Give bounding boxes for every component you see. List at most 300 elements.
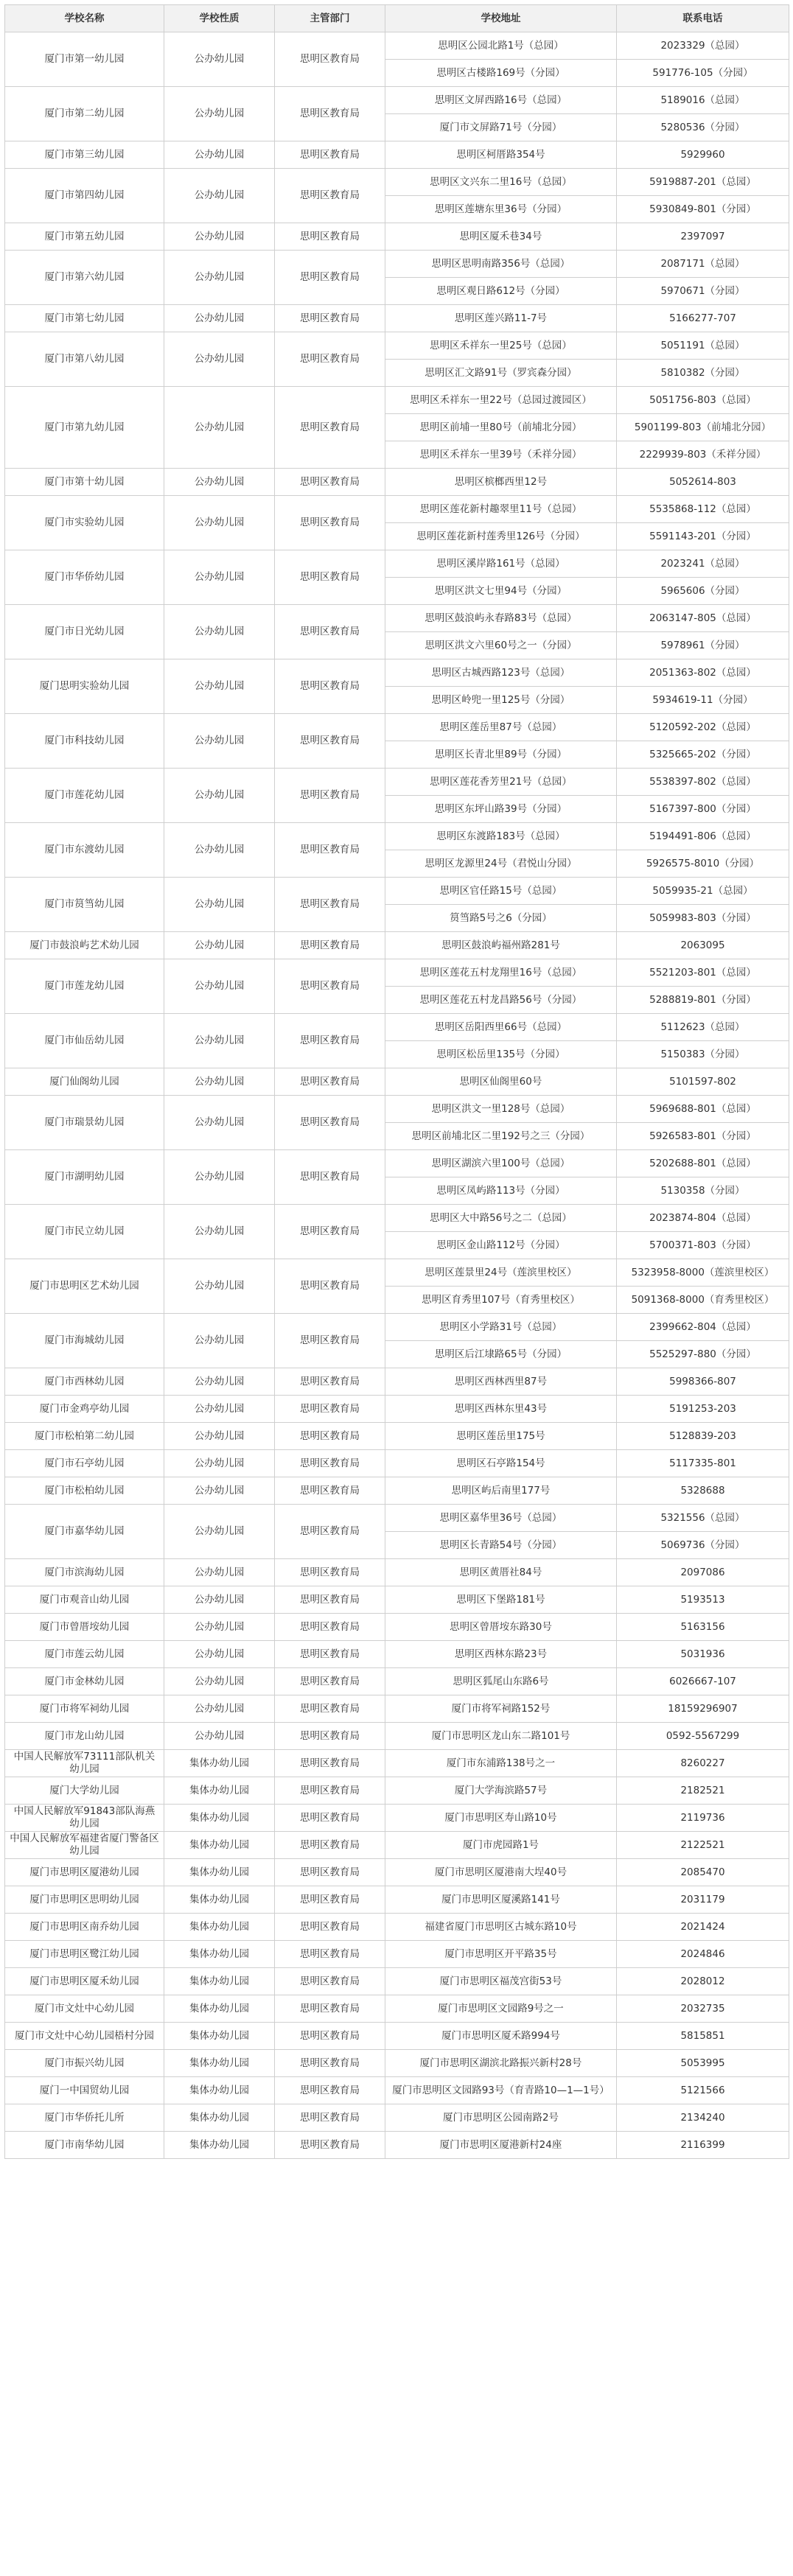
school-type-cell: 公办幼儿园	[164, 251, 275, 305]
phone-cell: 2028012	[617, 1968, 789, 1995]
school-name-cell: 厦门市松柏第二幼儿园	[5, 1423, 164, 1450]
school-name-cell: 中国人民解放军91843部队海燕幼儿园	[5, 1805, 164, 1832]
address-cell: 厦门市虎园路1号	[385, 1832, 617, 1859]
address-cell: 思明区古城西路123号（总园）	[385, 659, 617, 687]
phone-cell: 5901199-803（前埔北分园）	[617, 414, 789, 441]
phone-cell: 5189016（总园）	[617, 87, 789, 114]
school-name-cell: 厦门市日光幼儿园	[5, 605, 164, 659]
table-row	[5, 959, 789, 987]
address-cell: 思明区莲花五村龙昌路56号（分园）	[385, 987, 617, 1014]
address-cell: 思明区龙源里24号（君悦山分园）	[385, 850, 617, 878]
school-name-cell: 厦门市思明区南乔幼儿园	[5, 1914, 164, 1941]
school-type-cell: 公办幼儿园	[164, 1695, 275, 1723]
phone-cell: 5166277-707	[617, 305, 789, 332]
phone-cell: 5194491-806（总园）	[617, 823, 789, 850]
address-cell: 思明区溪岸路161号（总园）	[385, 550, 617, 578]
address-cell: 思明区湖滨六里100号（总园）	[385, 1150, 617, 1177]
address-cell: 厦门市思明区福茂宫街53号	[385, 1968, 617, 1995]
school-name-cell: 厦门市莲花幼儿园	[5, 769, 164, 823]
address-cell: 思明区大中路56号之二（总园）	[385, 1205, 617, 1232]
school-type-cell: 公办幼儿园	[164, 1096, 275, 1150]
school-type-cell: 公办幼儿园	[164, 932, 275, 959]
department-cell: 思明区教育局	[275, 1750, 385, 1777]
address-cell: 思明区仙阁里60号	[385, 1068, 617, 1096]
department-cell: 思明区教育局	[275, 1941, 385, 1968]
table-row	[5, 1396, 789, 1423]
phone-cell: 5810382（分园）	[617, 360, 789, 387]
table-row	[5, 2104, 789, 2132]
department-cell: 思明区教育局	[275, 823, 385, 878]
address-cell: 思明区松岳里135号（分园）	[385, 1041, 617, 1068]
department-cell: 思明区教育局	[275, 550, 385, 605]
address-cell: 思明区金山路112号（分园）	[385, 1232, 617, 1259]
table-row	[5, 251, 789, 278]
department-cell: 思明区教育局	[275, 714, 385, 769]
phone-cell: 5591143-201（分园）	[617, 523, 789, 550]
phone-cell: 5101597-802	[617, 1068, 789, 1096]
address-cell: 思明区禾祥东一里25号（总园）	[385, 332, 617, 360]
table-row	[5, 878, 789, 905]
school-name-cell: 厦门市滨海幼儿园	[5, 1559, 164, 1586]
phone-cell: 5978961（分园）	[617, 632, 789, 659]
table-row	[5, 305, 789, 332]
department-cell: 思明区教育局	[275, 2050, 385, 2077]
table-row	[5, 1968, 789, 1995]
address-cell: 思明区岭兜一里125号（分园）	[385, 687, 617, 714]
school-name-cell: 厦门市石亭幼儿园	[5, 1450, 164, 1477]
department-cell: 思明区教育局	[275, 1586, 385, 1614]
address-cell: 思明区西林东路23号	[385, 1641, 617, 1668]
school-name-cell: 厦门市瑞景幼儿园	[5, 1096, 164, 1150]
school-type-cell: 公办幼儿园	[164, 1668, 275, 1695]
phone-cell: 8260227	[617, 1750, 789, 1777]
address-cell: 思明区嘉华里36号（总园）	[385, 1505, 617, 1532]
phone-cell: 5521203-801（总园）	[617, 959, 789, 987]
department-cell: 思明区教育局	[275, 32, 385, 87]
table-row	[5, 332, 789, 360]
school-table	[4, 4, 789, 2159]
table-row	[5, 223, 789, 251]
address-cell: 思明区屿后南里177号	[385, 1477, 617, 1505]
school-name-cell: 厦门市华侨幼儿园	[5, 550, 164, 605]
department-cell: 思明区教育局	[275, 469, 385, 496]
address-cell: 思明区公园北路1号（总园）	[385, 32, 617, 60]
phone-cell: 5051191（总园）	[617, 332, 789, 360]
school-type-cell: 公办幼儿园	[164, 1614, 275, 1641]
table-row	[5, 1859, 789, 1886]
address-cell: 厦门市文屏路71号（分园）	[385, 114, 617, 141]
address-cell: 思明区观日路612号（分园）	[385, 278, 617, 305]
phone-cell: 5926583-801（分园）	[617, 1123, 789, 1150]
department-cell: 思明区教育局	[275, 1914, 385, 1941]
phone-cell: 5280536（分园）	[617, 114, 789, 141]
table-row	[5, 1205, 789, 1232]
address-cell: 厦门市将军祠路152号	[385, 1695, 617, 1723]
department-cell: 思明区教育局	[275, 2132, 385, 2159]
address-cell: 思明区槟榔西里12号	[385, 469, 617, 496]
header-department: 主管部门	[275, 5, 385, 32]
school-name-cell: 厦门市文灶中心幼儿园梧村分园	[5, 2023, 164, 2050]
phone-cell: 5128839-203	[617, 1423, 789, 1450]
table-body	[5, 32, 789, 2159]
table-row	[5, 659, 789, 687]
phone-cell: 0592-5567299	[617, 1723, 789, 1750]
phone-cell: 2023329（总园）	[617, 32, 789, 60]
school-type-cell: 集体办幼儿园	[164, 1859, 275, 1886]
school-type-cell: 公办幼儿园	[164, 1559, 275, 1586]
phone-cell: 5091368-8000（育秀里校区）	[617, 1287, 789, 1314]
table-row	[5, 1450, 789, 1477]
school-type-cell: 公办幼儿园	[164, 1723, 275, 1750]
school-type-cell: 集体办幼儿园	[164, 1941, 275, 1968]
school-type-cell: 公办幼儿园	[164, 1423, 275, 1450]
school-name-cell: 厦门市第七幼儿园	[5, 305, 164, 332]
table-row	[5, 1886, 789, 1914]
table-row	[5, 1505, 789, 1532]
phone-cell: 5934619-11（分园）	[617, 687, 789, 714]
phone-cell: 2087171（总园）	[617, 251, 789, 278]
department-cell: 思明区教育局	[275, 1614, 385, 1641]
address-cell: 思明区汇文路91号（罗宾森分园）	[385, 360, 617, 387]
address-cell: 思明区狐尾山东路6号	[385, 1668, 617, 1695]
school-type-cell: 集体办幼儿园	[164, 2023, 275, 2050]
phone-cell: 5120592-202（总园）	[617, 714, 789, 741]
school-name-cell: 厦门市第六幼儿园	[5, 251, 164, 305]
department-cell: 思明区教育局	[275, 932, 385, 959]
phone-cell: 2229939-803（禾祥分园）	[617, 441, 789, 469]
school-name-cell: 厦门市鼓浪屿艺术幼儿园	[5, 932, 164, 959]
school-type-cell: 集体办幼儿园	[164, 2132, 275, 2159]
phone-cell: 5970671（分园）	[617, 278, 789, 305]
phone-cell: 5919887-201（总园）	[617, 169, 789, 196]
table-row	[5, 1832, 789, 1859]
address-cell: 思明区莲兴路11-7号	[385, 305, 617, 332]
phone-cell: 2119736	[617, 1805, 789, 1832]
table-row	[5, 169, 789, 196]
school-type-cell: 公办幼儿园	[164, 1450, 275, 1477]
address-cell: 厦门市思明区开平路35号	[385, 1941, 617, 1968]
table-row	[5, 1614, 789, 1641]
school-name-cell: 厦门市第十幼儿园	[5, 469, 164, 496]
address-cell: 福建省厦门市思明区古城东路10号	[385, 1914, 617, 1941]
department-cell: 思明区教育局	[275, 1477, 385, 1505]
table-row	[5, 1559, 789, 1586]
phone-cell: 6026667-107	[617, 1668, 789, 1695]
department-cell: 思明区教育局	[275, 1668, 385, 1695]
school-name-cell: 厦门市第一幼儿园	[5, 32, 164, 87]
address-cell: 思明区石亭路154号	[385, 1450, 617, 1477]
school-type-cell: 集体办幼儿园	[164, 1832, 275, 1859]
address-cell: 厦门市思明区厦溪路141号	[385, 1886, 617, 1914]
department-cell: 思明区教育局	[275, 1096, 385, 1150]
school-type-cell: 公办幼儿园	[164, 1586, 275, 1614]
school-name-cell: 厦门市第五幼儿园	[5, 223, 164, 251]
phone-cell: 5117335-801	[617, 1450, 789, 1477]
school-name-cell: 厦门市西林幼儿园	[5, 1368, 164, 1396]
address-cell: 厦门市思明区龙山东二路101号	[385, 1723, 617, 1750]
table-row	[5, 1586, 789, 1614]
phone-cell: 5167397-800（分园）	[617, 796, 789, 823]
school-name-cell: 厦门市思明区思明幼儿园	[5, 1886, 164, 1914]
school-type-cell: 公办幼儿园	[164, 32, 275, 87]
table-row	[5, 823, 789, 850]
address-cell: 思明区下堡路181号	[385, 1586, 617, 1614]
department-cell: 思明区教育局	[275, 769, 385, 823]
school-type-cell: 集体办幼儿园	[164, 1886, 275, 1914]
school-name-cell: 厦门大学幼儿园	[5, 1777, 164, 1805]
school-name-cell: 厦门市第二幼儿园	[5, 87, 164, 141]
department-cell: 思明区教育局	[275, 387, 385, 469]
department-cell: 思明区教育局	[275, 1314, 385, 1368]
department-cell: 思明区教育局	[275, 1805, 385, 1832]
header-school-type: 学校性质	[164, 5, 275, 32]
school-name-cell: 厦门仙阁幼儿园	[5, 1068, 164, 1096]
address-cell: 思明区洪文一里128号（总园）	[385, 1096, 617, 1123]
school-name-cell: 厦门市仙岳幼儿园	[5, 1014, 164, 1068]
address-cell: 思明区前埔一里80号（前埔北分园）	[385, 414, 617, 441]
address-cell: 思明区东坪山路39号（分园）	[385, 796, 617, 823]
address-cell: 厦门市思明区寿山路10号	[385, 1805, 617, 1832]
address-cell: 思明区黄厝社84号	[385, 1559, 617, 1586]
school-name-cell: 厦门市思明区厦禾幼儿园	[5, 1968, 164, 1995]
phone-cell: 5538397-802（总园）	[617, 769, 789, 796]
address-cell: 厦门市思明区文园路93号（育青路10—1—1号）	[385, 2077, 617, 2104]
department-cell: 思明区教育局	[275, 1859, 385, 1886]
school-name-cell: 厦门市第九幼儿园	[5, 387, 164, 469]
school-type-cell: 公办幼儿园	[164, 305, 275, 332]
address-cell: 思明区东渡路183号（总园）	[385, 823, 617, 850]
table-row	[5, 496, 789, 523]
address-cell: 思明区后江埭路65号（分园）	[385, 1341, 617, 1368]
table-row	[5, 2132, 789, 2159]
header-phone: 联系电话	[617, 5, 789, 32]
address-cell: 思明区育秀里107号（育秀里校区）	[385, 1287, 617, 1314]
phone-cell: 2097086	[617, 1559, 789, 1586]
table-row	[5, 141, 789, 169]
school-name-cell: 厦门市筼筜幼儿园	[5, 878, 164, 932]
phone-cell: 5321556（总园）	[617, 1505, 789, 1532]
phone-cell: 5191253-203	[617, 1396, 789, 1423]
address-cell: 思明区凤屿路113号（分园）	[385, 1177, 617, 1205]
department-cell: 思明区教育局	[275, 1695, 385, 1723]
department-cell: 思明区教育局	[275, 2104, 385, 2132]
department-cell: 思明区教育局	[275, 496, 385, 550]
school-name-cell: 厦门市思明区鹭江幼儿园	[5, 1941, 164, 1968]
school-type-cell: 公办幼儿园	[164, 823, 275, 878]
phone-cell: 5051756-803（总园）	[617, 387, 789, 414]
phone-cell: 2122521	[617, 1832, 789, 1859]
address-cell: 思明区莲花香芳里21号（总园）	[385, 769, 617, 796]
address-cell: 思明区莲花新村莲秀里126号（分园）	[385, 523, 617, 550]
address-cell: 思明区莲岳里175号	[385, 1423, 617, 1450]
address-cell: 厦门市思明区文园路9号之一	[385, 1995, 617, 2023]
table-row	[5, 714, 789, 741]
school-name-cell: 厦门市松柏幼儿园	[5, 1477, 164, 1505]
address-cell: 厦门市思明区厦港新村24座	[385, 2132, 617, 2159]
table-row	[5, 2023, 789, 2050]
phone-cell: 5288819-801（分园）	[617, 987, 789, 1014]
phone-cell: 5112623（总园）	[617, 1014, 789, 1041]
department-cell: 思明区教育局	[275, 1723, 385, 1750]
school-name-cell: 厦门市民立幼儿园	[5, 1205, 164, 1259]
department-cell: 思明区教育局	[275, 605, 385, 659]
phone-cell: 5053995	[617, 2050, 789, 2077]
table-row	[5, 1941, 789, 1968]
phone-cell: 5069736（分园）	[617, 1532, 789, 1559]
department-cell: 思明区教育局	[275, 1886, 385, 1914]
department-cell: 思明区教育局	[275, 251, 385, 305]
phone-cell: 5150383（分园）	[617, 1041, 789, 1068]
school-type-cell: 集体办幼儿园	[164, 2077, 275, 2104]
table-row	[5, 769, 789, 796]
table-row	[5, 1259, 789, 1287]
address-cell: 思明区柯厝路354号	[385, 141, 617, 169]
school-type-cell: 公办幼儿园	[164, 1068, 275, 1096]
phone-cell: 2063095	[617, 932, 789, 959]
phone-cell: 5130358（分园）	[617, 1177, 789, 1205]
school-type-cell: 集体办幼儿园	[164, 2050, 275, 2077]
school-type-cell: 公办幼儿园	[164, 496, 275, 550]
table-row	[5, 1096, 789, 1123]
school-type-cell: 公办幼儿园	[164, 141, 275, 169]
school-type-cell: 公办幼儿园	[164, 1641, 275, 1668]
school-type-cell: 集体办幼儿园	[164, 2104, 275, 2132]
school-name-cell: 厦门思明实验幼儿园	[5, 659, 164, 714]
table-row	[5, 1314, 789, 1341]
school-name-cell: 厦门市实验幼儿园	[5, 496, 164, 550]
address-cell: 厦门市思明区公园南路2号	[385, 2104, 617, 2132]
school-type-cell: 公办幼儿园	[164, 550, 275, 605]
table-row	[5, 1777, 789, 1805]
department-cell: 思明区教育局	[275, 1423, 385, 1450]
department-cell: 思明区教育局	[275, 1259, 385, 1314]
school-type-cell: 公办幼儿园	[164, 469, 275, 496]
department-cell: 思明区教育局	[275, 87, 385, 141]
address-cell: 思明区鼓浪屿福州路281号	[385, 932, 617, 959]
phone-cell: 5059935-21（总园）	[617, 878, 789, 905]
address-cell: 思明区禾祥东一里22号（总园过渡园区）	[385, 387, 617, 414]
department-cell: 思明区教育局	[275, 1777, 385, 1805]
school-name-cell: 厦门市莲云幼儿园	[5, 1641, 164, 1668]
department-cell: 思明区教育局	[275, 1068, 385, 1096]
address-cell: 思明区长青北里89号（分园）	[385, 741, 617, 769]
school-table-container	[4, 4, 789, 2159]
phone-cell: 5193513	[617, 1586, 789, 1614]
table-row	[5, 605, 789, 632]
school-name-cell: 厦门市第三幼儿园	[5, 141, 164, 169]
department-cell: 思明区教育局	[275, 1641, 385, 1668]
school-type-cell: 公办幼儿园	[164, 332, 275, 387]
address-cell: 思明区前埔北区二里192号之三（分园）	[385, 1123, 617, 1150]
table-row	[5, 1995, 789, 2023]
table-row	[5, 1014, 789, 1041]
table-row	[5, 2050, 789, 2077]
phone-cell: 2023241（总园）	[617, 550, 789, 578]
school-type-cell: 集体办幼儿园	[164, 1777, 275, 1805]
phone-cell: 2399662-804（总园）	[617, 1314, 789, 1341]
phone-cell: 5202688-801（总园）	[617, 1150, 789, 1177]
department-cell: 思明区教育局	[275, 1150, 385, 1205]
address-cell: 思明区莲花五村龙翔里16号（总园）	[385, 959, 617, 987]
address-cell: 思明区莲花新村趣翠里11号（总园）	[385, 496, 617, 523]
school-name-cell: 厦门市龙山幼儿园	[5, 1723, 164, 1750]
phone-cell: 2024846	[617, 1941, 789, 1968]
school-name-cell: 厦门市金鸡亭幼儿园	[5, 1396, 164, 1423]
school-name-cell: 厦门市文灶中心幼儿园	[5, 1995, 164, 2023]
phone-cell: 2116399	[617, 2132, 789, 2159]
phone-cell: 2085470	[617, 1859, 789, 1886]
school-name-cell: 厦门市思明区艺术幼儿园	[5, 1259, 164, 1314]
school-type-cell: 公办幼儿园	[164, 87, 275, 141]
school-type-cell: 公办幼儿园	[164, 169, 275, 223]
table-row	[5, 1914, 789, 1941]
phone-cell: 2182521	[617, 1777, 789, 1805]
department-cell: 思明区教育局	[275, 1559, 385, 1586]
address-cell: 思明区古楼路169号（分园）	[385, 60, 617, 87]
school-type-cell: 集体办幼儿园	[164, 1750, 275, 1777]
department-cell: 思明区教育局	[275, 878, 385, 932]
address-cell: 思明区官任路15号（总园）	[385, 878, 617, 905]
phone-cell: 2032735	[617, 1995, 789, 2023]
school-type-cell: 公办幼儿园	[164, 659, 275, 714]
school-type-cell: 公办幼儿园	[164, 223, 275, 251]
school-type-cell: 公办幼儿园	[164, 714, 275, 769]
table-row	[5, 2077, 789, 2104]
phone-cell: 5328688	[617, 1477, 789, 1505]
school-type-cell: 公办幼儿园	[164, 1477, 275, 1505]
phone-cell: 2134240	[617, 2104, 789, 2132]
school-type-cell: 公办幼儿园	[164, 1314, 275, 1368]
school-name-cell: 厦门一中国贸幼儿园	[5, 2077, 164, 2104]
school-name-cell: 厦门市思明区厦港幼儿园	[5, 1859, 164, 1886]
department-cell: 思明区教育局	[275, 141, 385, 169]
school-name-cell: 厦门市科技幼儿园	[5, 714, 164, 769]
phone-cell: 5700371-803（分园）	[617, 1232, 789, 1259]
phone-cell: 5965606（分园）	[617, 578, 789, 605]
school-type-cell: 集体办幼儿园	[164, 1968, 275, 1995]
school-type-cell: 集体办幼儿园	[164, 1914, 275, 1941]
table-row	[5, 932, 789, 959]
table-row	[5, 387, 789, 414]
phone-cell: 5121566	[617, 2077, 789, 2104]
school-type-cell: 集体办幼儿园	[164, 1805, 275, 1832]
address-cell: 思明区西林西里87号	[385, 1368, 617, 1396]
address-cell: 思明区曾厝垵东路30号	[385, 1614, 617, 1641]
school-name-cell: 厦门市金林幼儿园	[5, 1668, 164, 1695]
department-cell: 思明区教育局	[275, 659, 385, 714]
phone-cell: 5323958-8000（莲滨里校区）	[617, 1259, 789, 1287]
school-type-cell: 公办幼儿园	[164, 1396, 275, 1423]
school-name-cell: 厦门市第八幼儿园	[5, 332, 164, 387]
school-name-cell: 厦门市观音山幼儿园	[5, 1586, 164, 1614]
school-name-cell: 厦门市海城幼儿园	[5, 1314, 164, 1368]
school-type-cell: 集体办幼儿园	[164, 1995, 275, 2023]
address-cell: 思明区鼓浪屿永春路83号（总园）	[385, 605, 617, 632]
phone-cell: 5059983-803（分园）	[617, 905, 789, 932]
table-row	[5, 1477, 789, 1505]
department-cell: 思明区教育局	[275, 2077, 385, 2104]
department-cell: 思明区教育局	[275, 1368, 385, 1396]
school-name-cell: 厦门市南华幼儿园	[5, 2132, 164, 2159]
school-name-cell: 中国人民解放军福建省厦门警备区幼儿园	[5, 1832, 164, 1859]
table-row	[5, 1423, 789, 1450]
address-cell: 思明区莲塘东里36号（分园）	[385, 196, 617, 223]
phone-cell: 2063147-805（总园）	[617, 605, 789, 632]
school-type-cell: 公办幼儿园	[164, 1014, 275, 1068]
address-cell: 思明区洪文七里94号（分园）	[385, 578, 617, 605]
table-row	[5, 1805, 789, 1832]
address-cell: 筼筜路5号之6（分园）	[385, 905, 617, 932]
